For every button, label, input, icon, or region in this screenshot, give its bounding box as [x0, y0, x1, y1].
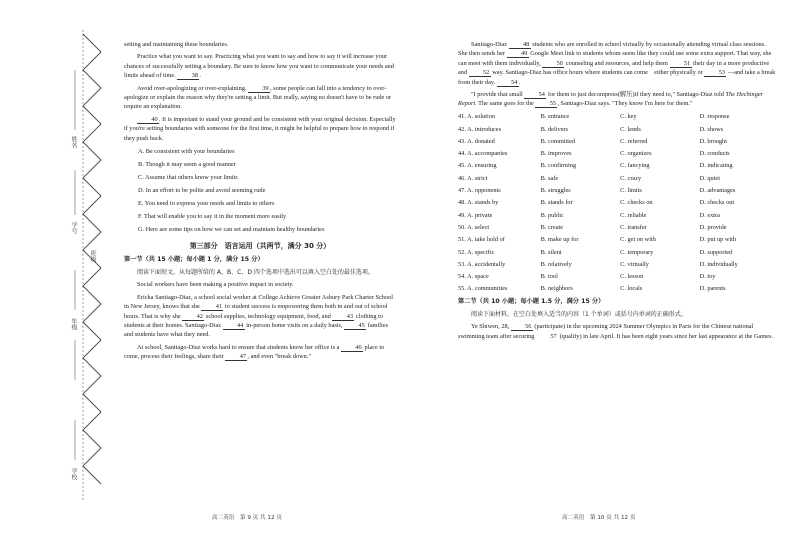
blank-39[interactable]: 39 [248, 85, 270, 93]
choice-option[interactable]: D. shows [699, 125, 724, 133]
choice-option[interactable]: D. individually [699, 260, 738, 268]
left-page [124, 40, 396, 362]
choice-option[interactable]: 41. A. solution [458, 113, 496, 121]
choice-row [458, 135, 776, 147]
paragraph: Santiago-Diaz 48 students who are enrolled in school virtually by occasionally attending virtual class sessions. She then sends her 49 Google Meet link to students whom seem like they could use some extra support. That way, she can meet with them individually, 50 counseling and resources, and help them 51 their day in a more productive and 52 way. Santiago-Diaz has office hours where students can come either physically or 53 —and take a break from their day. 54. [458, 41, 776, 86]
choice-option[interactable]: C. reliable [620, 211, 647, 219]
choice-option[interactable]: C. locals [620, 285, 643, 293]
choice-option[interactable]: 44. A. accompanies [458, 150, 508, 158]
choice-row [458, 160, 776, 172]
choice-option[interactable]: 53. A. accidentally [458, 260, 506, 268]
choice-row [458, 209, 776, 221]
choice-option[interactable]: 49. A. private [458, 211, 493, 219]
choice-option[interactable]: D. conducts [699, 150, 730, 158]
choice-option[interactable]: B. create [540, 223, 564, 231]
choice-row [458, 283, 776, 295]
instructions: 阅读下面短文，从每题所给的 A、B、C、D 四个选项中选出可以填入空白处的最佳选项。 [137, 268, 374, 276]
choice-row [458, 246, 776, 258]
choice-option[interactable]: D. provide [699, 223, 727, 231]
choice-row [458, 222, 776, 234]
paragraph: 40. It is important to stand your ground and be consistent with your original decision. Especially if you're setting boundaries with someone for the first time, it might be helpful to prepare how to respond if they push back. [124, 115, 396, 142]
blank-49[interactable]: 49 [507, 50, 529, 58]
blank-47[interactable]: 47 [225, 353, 247, 361]
choice-option[interactable]: B. safe [540, 174, 559, 182]
subsection-title: 第二节（共 10 小题；每小题 1.5 分，满分 15 分） [458, 298, 605, 306]
paragraph: At school, Santiago-Diaz works hard to ensure that students know her office is a 46 place to come, process their feelings, share their 47, and even "break down." [124, 343, 385, 361]
choice-row [458, 271, 776, 283]
page-footer: 高二英语 第 10 页 共 12 页 [562, 515, 636, 521]
choice-option[interactable]: C. limits [620, 187, 642, 195]
option-item: B. Though it may seem a good manner [138, 160, 236, 168]
option-list [124, 147, 396, 234]
choices-table [458, 111, 776, 295]
choice-option[interactable]: 54. A. space [458, 273, 489, 281]
choice-option[interactable]: C. lesson [620, 273, 644, 281]
blank-44[interactable]: 44 [223, 322, 245, 330]
choice-option[interactable]: 42. A. introduces [458, 125, 502, 133]
choice-option[interactable]: D. supported [699, 248, 733, 256]
label-name: 姓名 [70, 136, 77, 148]
paragraph: Social workers have been making a positive impact in society. [137, 281, 294, 289]
blank-54[interactable]: 54 [497, 79, 519, 87]
choice-option[interactable]: C. transfer [620, 223, 647, 231]
choice-option[interactable]: D. indicating [699, 162, 733, 170]
choice-row [458, 123, 776, 135]
choice-option[interactable]: 43. A. donated [458, 137, 495, 145]
choice-option[interactable]: 46. A. strict [458, 174, 488, 182]
blank-56[interactable]: 56 [511, 323, 533, 331]
blank-43[interactable]: 43 [332, 313, 354, 321]
option-item: F. That will enable you to say it in the moment more easily [138, 212, 287, 220]
choice-option[interactable]: 55. A. communities [458, 285, 508, 293]
choice-option[interactable]: B. struggles [540, 187, 571, 195]
choice-row [458, 111, 776, 123]
choice-option[interactable]: C. get on with [620, 236, 656, 244]
choice-option[interactable]: 50. A. select [458, 223, 490, 231]
section-title: 第三部分 语言运用（共两节，满分 30 分） [189, 242, 331, 251]
choice-option[interactable]: D. checks out [699, 199, 735, 207]
blank-42[interactable]: 42 [182, 313, 204, 321]
choice-option[interactable]: C. key [620, 113, 637, 121]
blank-45[interactable]: 45 [344, 322, 366, 330]
blank-38[interactable]: 38 [177, 72, 199, 80]
choice-option[interactable]: D. response [699, 113, 730, 121]
choice-option[interactable]: D. quiet [699, 174, 720, 182]
option-item: A. Be consistent with your boundaries [138, 147, 235, 155]
choice-option[interactable]: D. put up with [699, 236, 737, 244]
choice-row [458, 172, 776, 184]
choice-option[interactable]: B. confirming [540, 162, 576, 170]
choice-option[interactable]: B. relatively [540, 260, 572, 268]
blank-41[interactable]: 41 [201, 303, 223, 311]
blank-57[interactable]: 57 [550, 332, 557, 340]
blank-52[interactable]: 52 [469, 69, 491, 77]
choice-option[interactable]: D. toy [699, 273, 716, 281]
page-footer: 高二英语 第 9 页 共 12 页 [212, 515, 282, 521]
choice-option[interactable]: 48. A. stands by [458, 199, 499, 207]
choice-option[interactable]: B. silent [540, 248, 562, 256]
subsection-title: 第一节（共 15 小题；每小题 1 分，满分 15 分） [124, 256, 264, 264]
paragraph: Ye Shiwen, 28, 56 (participate) in the upcoming 2024 Summer Olympics in Paris for the Chinese national swimming team after securing 57 (qualify) in late April. It has been eight years since her last appearance at the Games. [458, 323, 774, 340]
option-item: E. You need to express your needs and limits to others [138, 199, 275, 207]
choice-option[interactable]: B. neighbors [540, 285, 573, 293]
blank-53[interactable]: 53 [704, 69, 726, 77]
blank-50[interactable]: 50 [542, 60, 564, 68]
choice-option[interactable]: C. crazy [620, 174, 642, 182]
choice-option[interactable]: C. virtually [620, 260, 649, 268]
binding-margin [0, 0, 112, 528]
choice-option[interactable]: D. advantages [699, 187, 736, 195]
label-school: 学校 [70, 468, 77, 480]
choice-option[interactable]: C. lends [620, 125, 641, 133]
choice-option[interactable]: B. delivers [540, 125, 568, 133]
blank-48[interactable]: 48 [509, 41, 531, 49]
choice-option[interactable]: D. parents [699, 285, 726, 293]
option-item: D. In an effort to be polite and avoid seeming rude [138, 186, 266, 194]
choice-option[interactable]: 45. A. ensuring [458, 162, 497, 170]
choice-option[interactable]: C. fancying [620, 162, 650, 170]
blank-55[interactable]: 55 [535, 100, 557, 108]
choice-option[interactable]: B. committed [540, 137, 575, 145]
choice-option[interactable]: B. stands for [540, 199, 573, 207]
choice-option[interactable]: D. brought [699, 137, 727, 145]
choice-option[interactable]: 47. A. opponents [458, 187, 501, 195]
paragraph: setting and maintaining these boundaries. [124, 41, 229, 48]
choice-option[interactable]: C. temporary [620, 248, 654, 256]
choice-row [458, 185, 776, 197]
blank-40[interactable]: 40 [137, 116, 159, 124]
paragraph: Ericka Santiago-Diaz, a school social worker at College Achieve Greater Asbury Park Charter School in New Jersey, knows that she 41 to student success is empowering them both in and out of school hours. That is why she 42 school supplies, technology equipment, food, and 43 clothing to students at their homes. Santiago-Diaz 44 in-person home visits on a daily basis, 45 families and students have what they need. [124, 293, 393, 339]
choice-option[interactable]: B. entrance [540, 113, 570, 121]
choice-option[interactable]: 52. A. specific [458, 248, 495, 256]
blank-54-repeat[interactable]: 54 [524, 91, 546, 99]
paragraph: Practice what you want to say. Practicing what you want to say and how to say it will increase your chances of successfully setting a boundary. Be sure to know how you want to communicate your needs and limits ahead of time. 38. [124, 53, 394, 80]
choice-option[interactable]: B. public [540, 211, 564, 219]
paragraph: Avoid over-apologizing or over-explaining. 39, some people can fall into a tendency to over-apologize or explain the reason why they're setting a limit. But really, saying no doesn't have to be rude or require an explanation. [124, 84, 392, 111]
choice-option[interactable]: 51. A. take hold of [458, 236, 505, 244]
choice-option[interactable]: B. make up for [540, 236, 579, 244]
choice-row [458, 148, 776, 160]
choice-option[interactable]: B. tool [540, 273, 558, 281]
option-item: G. Here are some tips on how we can set and maintain healthy boundaries [138, 225, 325, 233]
choice-option[interactable]: C. referred [620, 137, 648, 145]
label-class: 班级 [89, 250, 96, 262]
choice-row [458, 258, 776, 270]
zigzag-cut-line [0, 0, 112, 528]
choice-option[interactable]: C. organizes [620, 150, 652, 158]
blank-46[interactable]: 46 [341, 344, 363, 352]
choice-row [458, 234, 776, 246]
paragraph: "I provide that small 54 for them to just decompress(解压)if they need to," Santiago-Diaz told The Hechinger Report. The same goes for the 55, Santiago-Diaz says. "They know I'm here for them." [458, 91, 764, 108]
right-page [458, 40, 776, 341]
option-item: C. Assume that others know your limits [138, 173, 238, 181]
blank-51[interactable]: 51 [670, 60, 692, 68]
label-student-id: 学号 [70, 222, 77, 234]
choice-option[interactable]: C. checks on [620, 199, 653, 207]
instructions: 阅读下面材料，在空白处填入适当的内容（1 个单词）或括号内单词的正确形式。 [471, 310, 687, 318]
choice-option[interactable]: D. extra [699, 211, 720, 219]
choice-option[interactable]: B. improves [540, 150, 572, 158]
label-grade: 年级 [70, 318, 77, 330]
choice-row [458, 197, 776, 209]
